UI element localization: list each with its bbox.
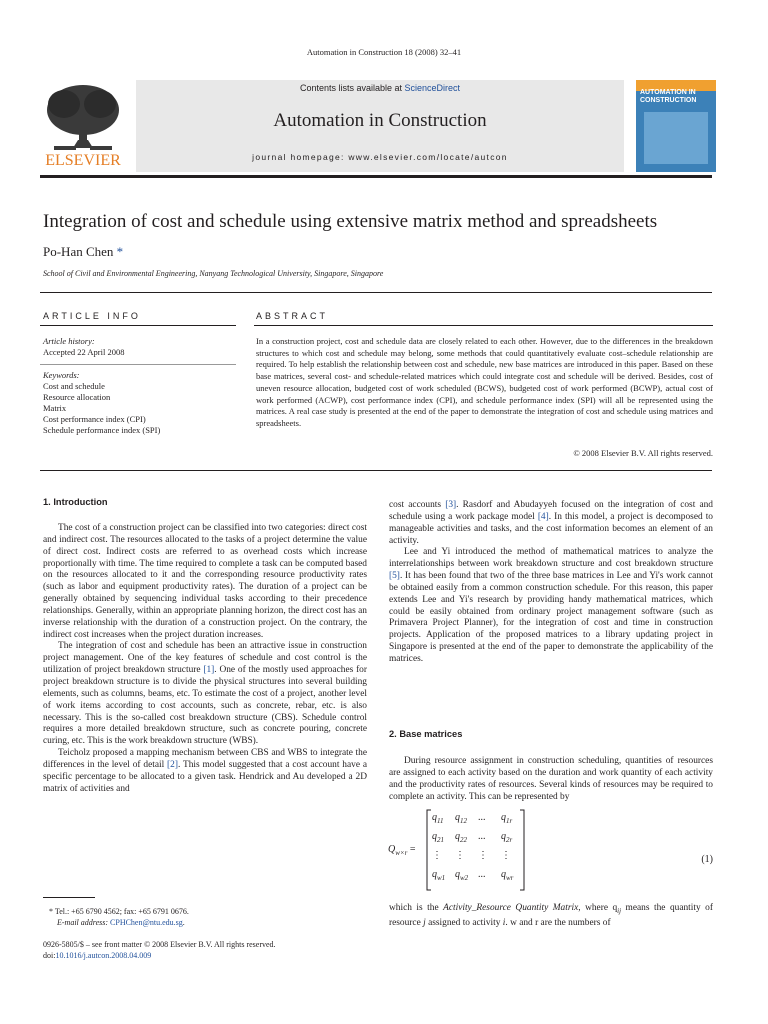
citation-link[interactable]: [4] — [537, 511, 549, 522]
info-divider — [40, 364, 236, 365]
title-rule — [40, 292, 712, 293]
affiliation: School of Civil and Environmental Engineering, Nanyang Technological University, Singapore, Singapore — [43, 269, 384, 278]
journal-name: Automation in Construction — [273, 110, 487, 131]
elsevier-wordmark: ELSEVIER — [45, 152, 121, 168]
footnote: * Tel.: +65 6790 4562; fax: +65 6791 0676. E-mail address: CPHChen@ntu.edu.sg. — [49, 907, 189, 927]
citation-link[interactable]: [1] — [203, 665, 215, 676]
doi-label: doi: — [43, 951, 56, 960]
keywords-block — [43, 370, 160, 436]
keywords-label: Keywords: — [43, 370, 80, 380]
citation-link[interactable]: [5] — [389, 571, 400, 582]
left-column — [43, 523, 367, 795]
matrix-entry: $q_{21}$ — [432, 831, 444, 844]
front-matter — [43, 939, 443, 961]
cover-image — [644, 112, 708, 164]
email-label: E-mail address: — [57, 918, 111, 927]
footnote-mark: * — [49, 907, 55, 916]
matrix-entry: $q_{1r}$ — [501, 812, 513, 825]
keyword: Schedule performance index (SPI) — [43, 425, 161, 435]
matrix-entry: $q_{w1}$ — [432, 869, 446, 882]
paragraph: which is the Activity_Resource Quantity Matrix, where $q_{ij}$ means the quantity of resource j assigned to activity i. w and r are the numbers of — [389, 903, 713, 928]
elsevier-tree-logo[interactable] — [38, 80, 128, 168]
keyword: Cost performance index (CPI) — [43, 414, 146, 424]
matrix-entry: $q_{2r}$ — [501, 831, 513, 844]
info-rule — [40, 325, 236, 326]
history-value: Accepted 22 April 2008 — [43, 347, 125, 357]
right-column-bottom — [389, 903, 713, 930]
contents-line — [136, 83, 624, 93]
matrix-entry: ... — [478, 869, 486, 880]
author-email-link[interactable]: CPHChen@ntu.edu.sg — [110, 918, 183, 927]
matrix-entry: ⋮ — [432, 850, 442, 861]
doi-link[interactable]: 10.1016/j.autcon.2008.04.009 — [55, 951, 152, 960]
matrix-entry: $q_{22}$ — [455, 831, 467, 844]
paragraph: Lee and Yi introduced the method of mathematical matrices to analyze the interrelationships between work breakdown structure and cost breakdown structure [5]. It has been found that two of the three base matrices in Lee and Yi's work cannot be obtained easily from a common construction schedule. For this reason, this paper extends Lee and Yi's research by providing handy mathematical matrices, which could be easily obtained from ordinary project management software (such as Primavera Project Planner), for the integration of cost and time in construction projects. Application of the proposed matrices to a library updating project in Singapore is presented at the end of the paper to demonstrate the applicability of the matrices. — [389, 547, 713, 664]
citation-link[interactable]: [2] — [167, 759, 178, 770]
matrix-entry: $q_{11}$ — [432, 812, 444, 825]
journal-cover-thumbnail[interactable] — [636, 80, 716, 172]
matrix-entry: ... — [478, 812, 486, 823]
abstract-bottom-rule — [40, 470, 712, 471]
issn-line: 0926-5805/$ – see front matter © 2008 Elsevier B.V. All rights reserved. — [43, 940, 276, 949]
author-name: Po-Han Chen — [43, 244, 114, 259]
abstract-text: In a construction project, cost and schedule data are closely related to each other. However, due to the differences in the breakdown structures to which cost and schedule may belong, some methods that could quantitatively evaluate cost–schedule relationship are required. To help establish the relationship between cost and schedule, new base matrices are introduced in this paper. Based on these base matrices, several cost- and schedule-related matrices which could integrate cost and schedule will be derived. Besides, cost of uneven resource allocation, budgeted cost of work scheduled (BCWS), budgeted cost of work performed (BCWP), actual cost of work performed (ACWP), cost performance index (CPI), and schedule performance index (SPI) will all be represented using the matrices. A real case study is presented at the end of the paper to demonstrate the integration of cost and schedule using matrices and spreadsheets. — [256, 336, 713, 428]
equation-number: (1) — [701, 854, 713, 865]
paragraph: The cost of a construction project can be classified into two categories: direct cost and indirect cost. The resources allocated to the tasks of a project determine the value of direct cost. Indirect costs are referred to as overhead costs which increase proportionally with time. The time required to complete a task can be computed based on the resources allocated to it and the corresponding resource productivity rates (such as labor and equipment productivity rates). The duration of a project can be generally obtained by sequencing individual tasks according to their precedence relationships. Generally, within an appropriate planning horizon, the direct cost has an inverse relationship with the duration of a construction project. On the contrary, the indirect cost increases when the project duration increases. — [43, 523, 367, 640]
abstract-heading: ABSTRACT — [256, 311, 329, 321]
article-history — [43, 336, 124, 358]
history-label: Article history: — [43, 336, 95, 346]
section-heading-base-matrices: 2. Base matrices — [389, 729, 463, 739]
matrix-entry: ⋮ — [501, 850, 511, 861]
cover-title: AUTOMATION IN CONSTRUCTION — [640, 89, 697, 104]
matrix-entry: $q_{12}$ — [455, 812, 467, 825]
keyword: Resource allocation — [43, 392, 111, 402]
citation-link[interactable]: [3] — [445, 500, 457, 510]
author-line — [43, 244, 123, 260]
matrix-entry: $q_{w2}$ — [455, 869, 469, 882]
journal-homepage[interactable]: journal homepage: www.elsevier.com/locate/autcon — [252, 152, 508, 162]
equation-lhs: $Q_{w\times r}$ = — [388, 844, 416, 857]
abstract-copyright: © 2008 Elsevier B.V. All rights reserved. — [573, 448, 713, 458]
keyword: Cost and schedule — [43, 381, 105, 391]
matrix-entry: ⋮ — [455, 850, 465, 861]
paragraph: Teicholz proposed a mapping mechanism between CBS and WBS to integrate the differences in the level of detail [2]. This model suggested that a cost account have a specific percentage to be allocated to a given task. Hendrick and Au developed a 2D matrix of activities and — [43, 748, 367, 794]
matrix-entry: ... — [478, 831, 486, 842]
paragraph: The integration of cost and schedule has been an attractive issue in construction project management. One of the key features of schedule and cost control is the utilization of project breakdown structure [1]. One of the mostly used approaches for project breakdown structure is to divide the physical structures into several building elements, such as columns, beams, etc. To estimate the cost of a project, another level of work items according to cost accounts, such as concrete, rebar, etc. is also necessary. This is the so-called cost breakdown structure (CBS). Schedule control requires a more detailed breakdown structure, such as concrete pouring, concrete curing, etc. This is the work breakdown structure (WBS). — [43, 641, 367, 747]
journal-masthead — [136, 80, 624, 172]
article-info-heading: ARTICLE INFO — [43, 311, 141, 321]
matrix-entry: $q_{wr}$ — [501, 869, 514, 882]
right-column-top — [389, 500, 713, 666]
matrix-entry: ⋮ — [478, 850, 488, 861]
right-column-mid — [389, 756, 713, 803]
article-title: Integration of cost and schedule using extensive matrix method and spreadsheets — [43, 211, 658, 232]
paragraph: cost accounts [3]. Rasdorf and Abudayyeh focused on the integration of cost and schedule using a work package model [4]. In this model, a project is decomposed to manageable activities and tasks, and the cost information becomes an element of an activity. — [389, 500, 713, 546]
masthead-rule — [40, 175, 712, 178]
running-header: Automation in Construction 18 (2008) 32–41 — [306, 47, 462, 57]
contents-prefix: Contents lists available at — [299, 83, 405, 93]
paragraph: During resource assignment in construction scheduling, quantities of resources are assigned to each activity based on the duration and work quantity of each activity and the productivity rates of resources. Several kinds of resources may be required to complete an activity. This can be represented by — [389, 756, 713, 802]
author-contact: Tel.: +65 6790 4562; fax: +65 6791 0676. — [54, 907, 189, 916]
author-footnote-mark[interactable]: * — [116, 244, 124, 259]
abstract-rule — [254, 325, 713, 326]
equation-1 — [388, 808, 713, 892]
keyword: Matrix — [43, 403, 67, 413]
sciencedirect-link[interactable]: ScienceDirect — [404, 83, 461, 93]
footnote-rule — [43, 897, 95, 898]
section-heading-introduction: 1. Introduction — [43, 497, 108, 507]
